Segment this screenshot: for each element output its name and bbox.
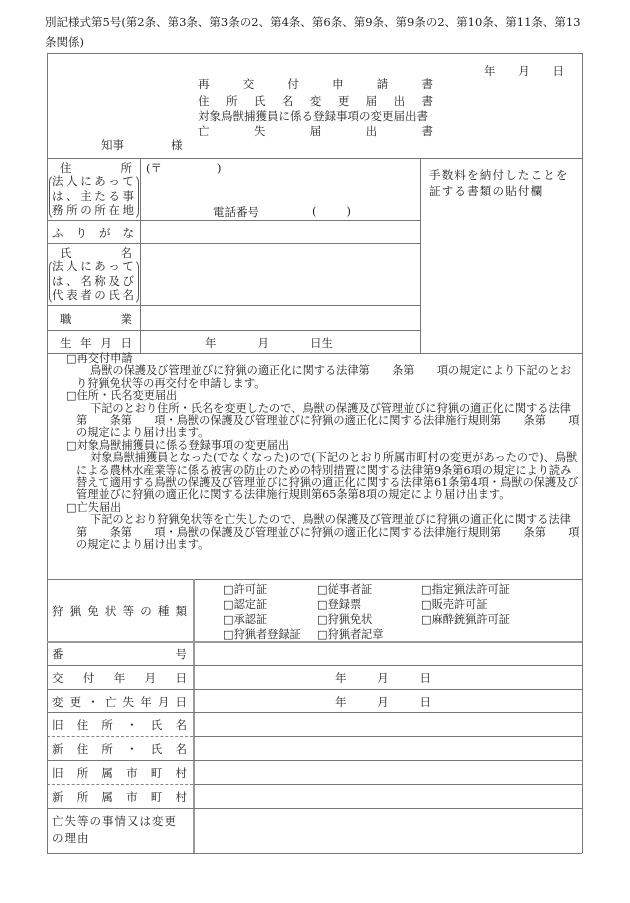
label-char: 市	[126, 766, 138, 780]
label-char: 所	[120, 161, 132, 175]
label-char: 年	[140, 695, 152, 709]
row-input[interactable]	[195, 690, 581, 712]
label-char: ・	[87, 695, 99, 709]
date-char: 日	[419, 695, 431, 709]
label-char: 所	[101, 718, 113, 732]
label-char: 市	[126, 790, 138, 804]
postal-prefix: (〒	[146, 161, 162, 175]
section-checkbox[interactable]: □	[66, 500, 77, 514]
label-char: 新	[52, 742, 64, 756]
label-char: 町	[150, 790, 163, 804]
title-text: 交	[242, 77, 255, 91]
title-text: 対象鳥獣捕獲員に係る登録事項の変更届出書	[198, 109, 428, 123]
reason-input[interactable]	[195, 809, 581, 852]
license-type-checkbox[interactable]: □指定猟法許可証	[421, 583, 510, 596]
date-char: 日	[419, 671, 431, 685]
frame-right	[582, 53, 583, 853]
label-char: 属	[101, 766, 113, 780]
date-day: 日	[552, 64, 564, 78]
section-body: 鳥獣の保護及び管理並びに狩猟の適正化に関する法律第 条第 項の規定により下記のとおり狩猟免状等の再交付を申請します。	[76, 364, 572, 390]
row-label	[52, 765, 187, 781]
label-char: な	[122, 226, 134, 240]
dashed-divider-municipality	[47, 784, 193, 785]
license-type-checkbox[interactable]: □狩猟免状	[317, 613, 373, 626]
section-checkbox[interactable]: □	[66, 352, 77, 365]
section-title: 対象鳥獣捕獲員に係る登録事項の変更届出	[76, 438, 290, 452]
date-year: 年	[484, 64, 496, 78]
label-char: 新	[52, 790, 64, 804]
label-char: 生	[60, 336, 72, 350]
form-title-1	[198, 76, 433, 92]
label-char: 号	[175, 647, 187, 661]
title-text: 更	[337, 94, 350, 108]
postal-code-field[interactable]	[146, 160, 222, 176]
form-heading: 別記様式第5号(第2条、第3条、第3条の2、第4条、第6条、第9条、第9条の2、第10条、第11条、第13条関係)	[45, 15, 581, 49]
label-char: ・	[126, 742, 138, 756]
frame-bottom	[47, 853, 582, 854]
title-text: 届	[309, 124, 322, 138]
label-char: 交	[52, 671, 64, 685]
divider-occupation	[47, 330, 420, 331]
frame-top	[47, 53, 582, 54]
section-title: 再交付申請	[76, 352, 133, 365]
header-date	[484, 63, 564, 79]
label-char: 住	[76, 742, 89, 756]
note-line: 法人にあって	[52, 259, 137, 273]
label-char: 状	[104, 604, 117, 618]
label-char: 日	[120, 336, 132, 350]
title-text: 申	[332, 77, 344, 91]
section-title: 亡失届出	[76, 500, 122, 514]
row-label	[52, 670, 187, 686]
label-char: 住	[76, 718, 89, 732]
birthdate-field[interactable]	[205, 335, 333, 351]
label-char: ふ	[52, 226, 64, 240]
note-line: 証する書類の貼付欄	[429, 184, 544, 198]
form-title-4	[198, 123, 433, 139]
label-char: 所	[76, 766, 89, 780]
label-char: 名	[175, 742, 187, 756]
dashed-divider-address	[47, 736, 193, 737]
note-line: は、名称及び	[52, 273, 137, 288]
occupation-input[interactable]	[141, 306, 419, 329]
label-char: 更	[69, 695, 82, 709]
address-input[interactable]	[140, 180, 420, 220]
honorific: 様	[171, 138, 183, 152]
fee-stamp-area[interactable]	[421, 200, 581, 352]
license-type-checkbox[interactable]: □許可証	[223, 583, 268, 596]
title-text: 書	[421, 94, 433, 108]
label-char: 番	[52, 647, 64, 661]
row-input[interactable]	[195, 761, 581, 783]
license-type-checkbox[interactable]: □認定証	[223, 598, 268, 611]
divider-license-top	[47, 579, 582, 580]
row-input[interactable]	[195, 713, 581, 735]
fee-stamp-note	[429, 167, 569, 199]
label-char: 月	[157, 695, 170, 709]
note-line: 手数料を納付したことを	[429, 168, 569, 182]
label-char: 住	[60, 161, 72, 175]
label-char: 所	[101, 742, 113, 756]
addressee: 知事	[101, 138, 124, 152]
title-text: 所	[225, 94, 238, 108]
label-char: 変	[52, 695, 64, 709]
label-char: 旧	[52, 766, 64, 780]
label-char: 月	[144, 671, 157, 685]
label-char: 種	[157, 604, 170, 618]
note-line: は、主たる事	[52, 188, 137, 203]
date-char: 月	[377, 695, 389, 709]
occupation-label	[60, 311, 132, 327]
birth-month: 月	[257, 336, 269, 350]
label-char: 村	[175, 790, 187, 804]
section-body: 下記のとおり住所・氏名を変更したので、鳥獣の保護及び管理並びに狩猟の適正化に関する法律第 条第 項・鳥獣の保護及び管理並びに狩猟の適正化に関する法律施行規則第 条第 項の規定により届け出ます。	[76, 401, 580, 440]
license-type-checkbox[interactable]: □従事者証	[317, 583, 373, 596]
row-label	[52, 694, 187, 710]
title-text: 書	[421, 124, 433, 138]
label-char: 年	[80, 336, 92, 350]
birthdate-label	[60, 335, 132, 351]
title-text: 書	[421, 77, 433, 91]
label-char: 氏	[150, 718, 163, 732]
row-label	[52, 789, 187, 805]
title-text: 亡	[198, 124, 210, 138]
label-char: 年	[113, 671, 126, 685]
divider-header	[47, 158, 582, 159]
license-type-label	[52, 603, 187, 619]
label-char: 業	[120, 312, 132, 326]
label-char: 類	[175, 604, 187, 618]
row-label	[52, 717, 187, 733]
address-note	[52, 174, 137, 218]
row-label	[52, 646, 187, 662]
phone-open: (	[312, 204, 317, 218]
row-input[interactable]	[195, 785, 581, 807]
name-note	[52, 259, 137, 303]
furigana-input[interactable]	[141, 221, 419, 242]
label-char: の	[140, 604, 152, 618]
title-text: 出	[393, 94, 406, 108]
label-char: 等	[122, 604, 135, 618]
license-type-checkbox[interactable]: □狩猟者登録証	[223, 628, 301, 641]
date-month: 月	[518, 64, 530, 78]
note-line: 法人にあって	[52, 174, 137, 188]
form-title-2	[198, 93, 433, 109]
label-char: 属	[101, 790, 113, 804]
note-line: 務所の所在地	[52, 203, 137, 217]
label-char: ・	[126, 718, 138, 732]
postal-suffix: )	[217, 161, 222, 175]
section-body: 対象鳥獣捕獲員となった(でなくなった)ので(下記のとおり所属市町村の変更があったので)、鳥獣による農林水産業等に係る被害の防止のための特別措置に関する法律第9条第6項の規定により読み替えて適用する鳥獣の保護及び管理並びに狩猟の適正化に関する法律第61条第4項・鳥獣の保護及び管理並びに狩猟の適正化に関する法律施行規則第65条第8項の規定により届け出ます。	[76, 451, 579, 502]
label-char: 失	[122, 695, 135, 709]
date-value	[335, 670, 431, 686]
label-char: 職	[60, 312, 72, 326]
furigana-label	[52, 225, 134, 241]
title-text: 氏	[253, 94, 266, 108]
phone-label: 電話番号	[213, 205, 259, 219]
label-char: 所	[76, 790, 89, 804]
row-label	[52, 741, 187, 757]
license-type-checkbox[interactable]: □販売許可証	[421, 598, 488, 611]
label-char: 猟	[69, 604, 82, 618]
title-text: 請	[376, 77, 389, 91]
section-checkbox[interactable]: □	[66, 438, 77, 452]
date-char: 年	[335, 695, 347, 709]
label-char: 氏	[150, 742, 163, 756]
title-text: 付	[287, 77, 299, 91]
frame-left	[47, 53, 48, 853]
label-char: 旧	[52, 718, 64, 732]
date-value	[335, 694, 431, 710]
form-title-3	[198, 108, 433, 124]
label-char: 亡	[104, 695, 117, 709]
section-body: 下記のとおり狩猟免状等を亡失したので、鳥獣の保護及び管理並びに狩猟の適正化に関する法律第 条第 項・鳥獣の保護及び管理並びに狩猟の適正化に関する法律施行規則第 条第 項の規定により届け出ます。	[76, 513, 580, 552]
title-text: 変	[309, 94, 322, 108]
label-char: 付	[82, 671, 95, 685]
row-input[interactable]	[195, 666, 581, 688]
label-char: 氏	[60, 246, 72, 260]
phone-close: )	[346, 204, 351, 218]
label-char: が	[99, 226, 111, 240]
section-checkbox[interactable]: □	[66, 389, 77, 403]
label-char: り	[75, 226, 87, 240]
title-text: 出	[365, 124, 378, 138]
label-char: 村	[175, 766, 187, 780]
row-input[interactable]	[195, 737, 581, 759]
title-text: 届	[365, 94, 378, 108]
title-text: 失	[253, 124, 266, 138]
date-char: 年	[335, 671, 347, 685]
name-input[interactable]	[141, 244, 419, 304]
label-char: 月	[100, 336, 112, 350]
label-char: 日	[175, 695, 187, 709]
license-type-checkbox[interactable]: □承認証	[223, 613, 268, 626]
section-title: 住所・氏名変更届出	[76, 389, 178, 403]
label-char: 名	[175, 718, 187, 732]
label-char: 名	[120, 246, 132, 260]
date-char: 月	[377, 671, 389, 685]
section-heading	[66, 390, 581, 402]
reason-label: 亡失等の事情又は変更の理由	[52, 814, 177, 845]
birth-day: 日生	[310, 336, 333, 350]
label-char: 狩	[52, 604, 64, 618]
birth-year: 年	[205, 336, 217, 350]
label-char: 免	[87, 604, 99, 618]
title-text: 住	[198, 94, 210, 108]
license-type-checkbox[interactable]: □登録票	[317, 598, 362, 611]
title-text: 名	[281, 94, 294, 108]
note-line: 代表者の氏名	[52, 288, 137, 302]
license-type-checkbox[interactable]: □麻酔銃猟許可証	[421, 613, 510, 626]
license-type-checkbox[interactable]: □狩猟者記章	[317, 628, 384, 641]
label-char: 日	[175, 671, 187, 685]
title-text: 再	[198, 77, 210, 91]
row-input[interactable]	[195, 642, 581, 664]
label-char: 町	[150, 766, 163, 780]
declaration-sections	[66, 353, 581, 552]
